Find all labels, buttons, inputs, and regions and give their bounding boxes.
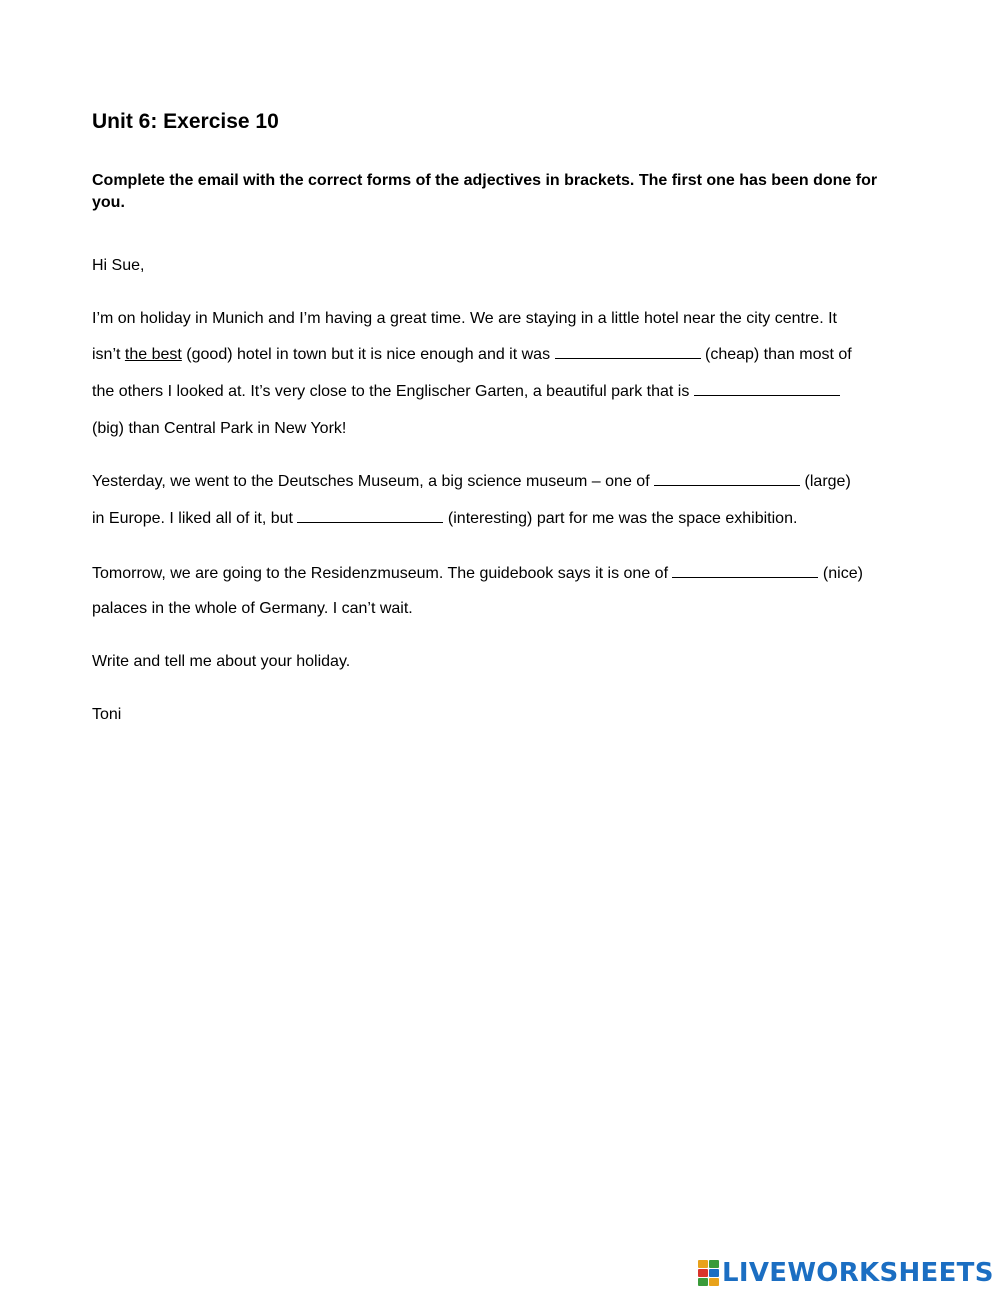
p1-line-3 [92, 381, 840, 403]
p1-line-1: I’m on holiday in Munich and I’m having a great time. We are staying in a little hotel near the city centre. It [92, 310, 837, 327]
answer-blank-cheap[interactable] [555, 357, 701, 359]
p3-text-b: (nice) [822, 565, 863, 582]
p2-text-b: (large) [804, 473, 851, 490]
email-closing: Write and tell me about your holiday. [92, 653, 351, 670]
p2-line-2 [92, 508, 797, 530]
instructions: Complete the email with the correct forms of the adjectives in brackets. The first one has been done for you. [92, 172, 878, 211]
logo-text: LIVEWORKSHEETS [722, 1258, 994, 1288]
answer-blank-big[interactable] [694, 394, 840, 396]
p1-line-4: (big) than Central Park in New York! [92, 420, 347, 437]
p2-text-a: Yesterday, we went to the Deutsches Museum, a big science museum – one of [92, 473, 655, 490]
email-greeting: Hi Sue, [92, 257, 145, 274]
p3-line-1 [92, 563, 863, 585]
p1-text-b: (good) hotel in town but it is nice enough and it was [186, 346, 555, 363]
email-signature: Toni [92, 706, 122, 723]
page-title: Unit 6: Exercise 10 [92, 110, 279, 133]
p1-text-d: the others I looked at. It’s very close to the Englischer Garten, a beautiful park that is [92, 383, 694, 400]
example-answer: the best [124, 346, 182, 363]
p3-line-2: palaces in the whole of Germany. I can’t wait. [92, 600, 413, 617]
liveworksheets-logo [698, 1258, 994, 1288]
answer-blank-large[interactable] [654, 484, 800, 486]
p3-text-a: Tomorrow, we are going to the Residenzmuseum. The guidebook says it is one of [92, 565, 673, 582]
live-blocks-icon [698, 1260, 719, 1286]
p2-line-1 [92, 471, 851, 493]
p2-text-c: in Europe. I liked all of it, but [92, 510, 298, 527]
p1-text-c: (cheap) than most of [704, 346, 852, 363]
answer-blank-nice[interactable] [672, 576, 818, 578]
p2-text-d: (interesting) part for me was the space exhibition. [447, 510, 798, 527]
p1-line-2 [92, 344, 852, 366]
p1-text-a: isn’t [92, 346, 125, 363]
answer-blank-interesting[interactable] [297, 521, 443, 523]
